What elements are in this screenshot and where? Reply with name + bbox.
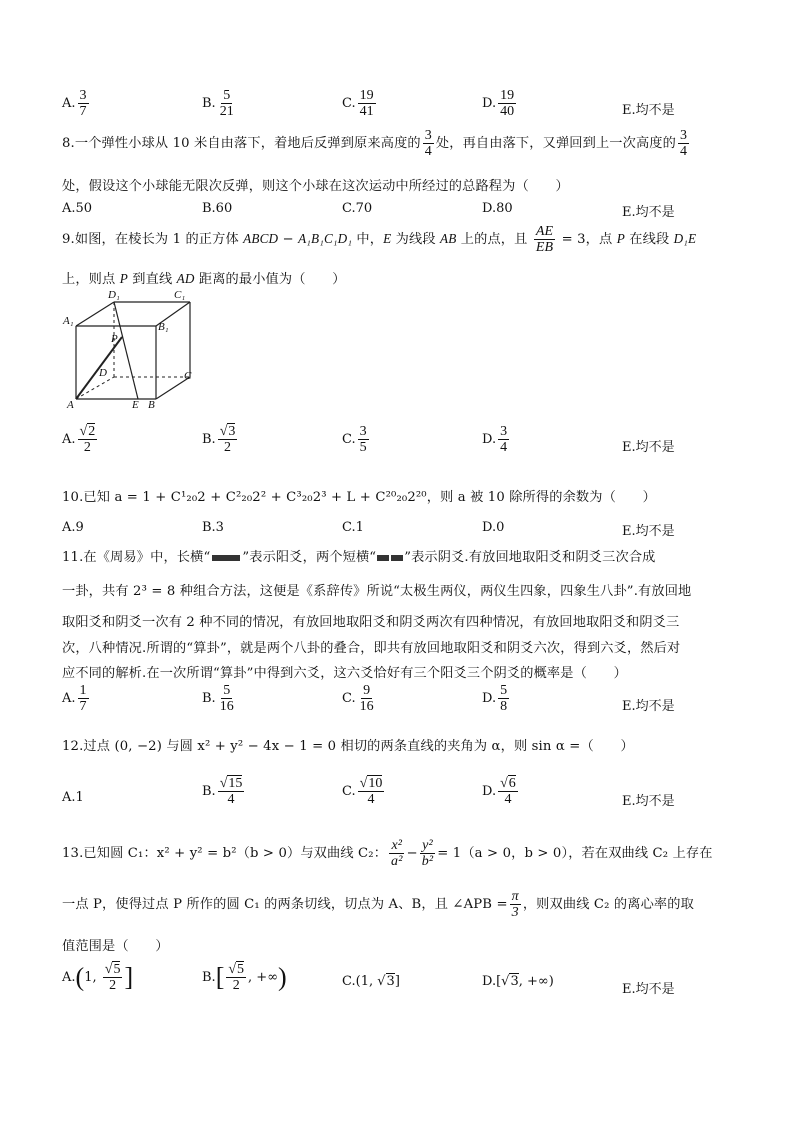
q9-option-a — [62, 424, 99, 455]
numerator: 3 — [500, 424, 508, 439]
option-label: B. — [202, 691, 216, 706]
stem-text: ，点 — [585, 232, 617, 247]
denominator: 2 — [224, 440, 232, 455]
fraction — [498, 88, 516, 119]
label-e: E — [132, 399, 139, 411]
q10-option-a: A.9 — [62, 520, 84, 535]
cube-figure — [62, 287, 202, 412]
math: AB — [440, 231, 457, 246]
q8-option-a: A.50 — [62, 201, 93, 216]
close-bracket: ] — [124, 962, 134, 992]
stem-text: ，则双曲线 C₂ 的离心率的取 — [522, 897, 694, 912]
q8-stem-line2: 处，假设这个小球能无限次反弹，则这个小球在这次运动中所经过的总路程为（ ） — [62, 179, 569, 194]
label-b: B — [148, 399, 155, 411]
q7-option-d — [482, 88, 518, 119]
label-b1: B₁ — [158, 321, 169, 333]
option-label: B. — [202, 96, 216, 111]
q12-option-d — [482, 776, 520, 807]
q9-option-d — [482, 424, 511, 455]
option-label: C. — [342, 432, 356, 447]
stem-text: 为线段 — [391, 232, 441, 247]
q9-option-e: E.均不是 — [622, 440, 675, 455]
label-c: C — [184, 370, 192, 382]
math: A₁B₁C₁D₁ — [298, 231, 353, 246]
option-label: B. — [202, 970, 216, 985]
open-bracket: [ — [215, 962, 225, 992]
numerator: √10 — [359, 776, 383, 791]
numerator: √6 — [500, 776, 516, 791]
stem-text: 13.已知圆 C₁：x² + y² = b²（b > 0）与双曲线 C₂： — [62, 846, 388, 861]
q13-option-e: E.均不是 — [622, 982, 675, 997]
fraction — [218, 424, 238, 455]
math: − — [406, 846, 418, 861]
q12-option-c — [342, 776, 386, 807]
fraction — [358, 683, 376, 714]
math: P — [616, 231, 625, 246]
numerator: AE — [535, 224, 554, 239]
stem-text: = 1（a > 0，b > 0），若在双曲线 C₂ 上存在 — [437, 846, 713, 861]
q13-option-b — [202, 962, 287, 993]
fraction — [78, 424, 98, 455]
label-p: P — [111, 333, 118, 345]
math: 1, — [360, 974, 378, 989]
q11-option-c — [342, 683, 378, 714]
numerator: √15 — [219, 776, 243, 791]
stem-text: 9.如图，在棱长为 1 的正方体 — [62, 232, 244, 247]
edge-a1d1 — [76, 302, 114, 326]
fraction — [389, 838, 405, 869]
q13-stem-line3: 值范围是（ ） — [62, 939, 169, 954]
q9-stem-line1 — [62, 224, 696, 255]
denominator: 2 — [83, 440, 91, 455]
q11-stem-line5: 应不同的解析.在一次所谓“算卦”中得到六爻，这六爻恰好有三个阳爻三个阴爻的概率是（ ） — [62, 666, 627, 681]
numerator: √5 — [104, 962, 121, 977]
stem-text: ”表示阴爻.有放回地取阳爻和阴爻三次合成 — [404, 550, 656, 565]
denominator: 7 — [79, 699, 87, 714]
denominator: 2 — [109, 978, 117, 993]
q10-stem: 10.已知 a = 1 + C¹₂₀2 + C²₂₀2² + C³₂₀2³ + L + C²⁰₂₀2²⁰，则 a 被 10 除所得的余数为（ ） — [62, 490, 656, 505]
q13-option-a — [62, 962, 133, 993]
numerator: 3 — [359, 424, 367, 439]
numerator: 5 — [223, 683, 231, 698]
fraction — [78, 683, 89, 714]
fraction — [423, 128, 434, 159]
math: E — [383, 231, 392, 246]
option-label: E.均不是 — [622, 103, 675, 118]
q11-option-b — [202, 683, 238, 714]
close-bracket: ] — [394, 974, 400, 989]
q12-option-e: E.均不是 — [622, 794, 675, 809]
numerator: √5 — [228, 962, 245, 977]
denominator: a² — [391, 854, 403, 869]
fraction — [218, 683, 236, 714]
numerator: x² — [391, 838, 403, 853]
q13-stem-line1 — [62, 838, 713, 869]
q11-stem-line4: 次，八种情况.所谓的“算卦”，就是两个八卦的叠合，即共有放回地取阳爻和阴爻六次，得到六爻，然后对 — [62, 641, 681, 656]
math: D₁E — [673, 231, 697, 246]
radicand: 15 — [228, 776, 243, 791]
q10-option-b: B.3 — [202, 520, 224, 535]
stem-text: 11.在《周易》中，长横“ — [62, 550, 211, 565]
radicand: 5 — [113, 962, 121, 977]
q11-stem-line1 — [62, 546, 656, 565]
option-label: B. — [202, 432, 216, 447]
stem-text: ”表示阳爻，两个短横“ — [242, 550, 377, 565]
option-label: A. — [62, 970, 76, 985]
denominator: 2 — [232, 978, 240, 993]
option-label: D. — [482, 96, 497, 111]
q9-stem-line2 — [62, 268, 346, 287]
numerator: 19 — [500, 88, 515, 103]
radicand: 3 — [510, 974, 519, 989]
yin-yao-symbol-left — [377, 555, 389, 561]
numerator: π — [511, 889, 519, 904]
fraction — [358, 424, 369, 455]
denominator: 4 — [424, 144, 432, 159]
radicand: 6 — [508, 776, 516, 791]
option-label: A. — [62, 691, 76, 706]
fraction — [78, 88, 89, 119]
label-d: D — [99, 367, 107, 379]
fraction — [218, 88, 236, 119]
math: = 3 — [557, 232, 586, 247]
q12-option-a: A.1 — [62, 790, 84, 805]
option-label: C. — [342, 691, 356, 706]
fraction — [510, 889, 521, 920]
stem-text: 到直线 — [127, 272, 177, 287]
stem-text: 中， — [352, 232, 384, 247]
open-bracket: [ — [496, 974, 502, 989]
q10-option-e: E.均不是 — [622, 524, 675, 539]
math: P — [119, 271, 128, 286]
numerator: y² — [422, 838, 433, 853]
q7-option-a — [62, 88, 91, 119]
denominator: 5 — [359, 440, 367, 455]
fraction — [498, 683, 509, 714]
fraction — [678, 128, 689, 159]
stem-text: 上，则点 — [62, 272, 120, 287]
option-label: D. — [482, 432, 497, 447]
fraction — [103, 962, 123, 993]
open-bracket: ( — [355, 974, 361, 989]
q12-stem: 12.过点 (0, −2) 与圆 x² + y² − 4x − 1 = 0 相切的两条直线的夹角为 α，则 sin α =（ ） — [62, 739, 634, 754]
fraction — [534, 224, 555, 255]
denominator: 41 — [359, 104, 374, 119]
fraction — [218, 776, 245, 807]
q11-stem-line3: 取阳爻和阴爻一次有 2 种不同的情况，有放回地取阳爻和阴爻两次有四种情况，有放回地取阳爻和阴爻三 — [62, 615, 680, 630]
fraction — [420, 838, 436, 869]
denominator: 3 — [511, 905, 519, 920]
radicand: 3 — [386, 974, 395, 989]
yin-yao-symbol-right — [391, 555, 403, 561]
stem-text: 8.一个弹性小球从 10 米自由落下，着地后反弹到原来高度的 — [62, 136, 421, 151]
option-label: D. — [482, 974, 497, 989]
radicand: 3 — [228, 424, 236, 439]
math: ABCD — [243, 231, 279, 246]
q9-option-c — [342, 424, 371, 455]
denominator: 4 — [367, 792, 375, 807]
fraction — [226, 962, 246, 993]
close-bracket: ) — [278, 962, 287, 992]
denominator: 4 — [679, 144, 688, 159]
q11-option-a — [62, 683, 91, 714]
denominator: 40 — [500, 104, 515, 119]
math: , +∞ — [248, 970, 279, 985]
denominator: b² — [421, 854, 434, 869]
numerator: 3 — [424, 128, 432, 143]
q10-option-c: C.1 — [342, 520, 364, 535]
q8-option-b: B.60 — [202, 201, 233, 216]
segment-d1e — [114, 302, 138, 399]
denominator: 7 — [79, 104, 87, 119]
fraction — [498, 776, 518, 807]
numerator: 5 — [223, 88, 231, 103]
label-a1: A₁ — [63, 315, 74, 327]
q10-option-d: D.0 — [482, 520, 505, 535]
numerator: √2 — [79, 424, 96, 439]
stem-text: 一点 P，使得过点 P 所作的圆 C₁ 的两条切线，切点为 A、B，且 ∠APB = — [62, 897, 508, 912]
q11-option-d — [482, 683, 511, 714]
option-label: D. — [482, 784, 497, 799]
stem-text: 处，再自由落下，又弹回到上一次高度的 — [435, 136, 676, 151]
q13-stem-line2 — [62, 889, 694, 920]
close-bracket: ) — [548, 974, 554, 989]
math: , +∞ — [518, 974, 549, 989]
math: AD — [176, 271, 195, 286]
stem-text: 在线段 — [624, 232, 674, 247]
math: − — [278, 232, 299, 247]
option-label: B. — [202, 784, 216, 799]
denominator: 21 — [219, 104, 234, 119]
stem-text: 距离的最小值为（ ） — [194, 272, 346, 287]
math: 1, — [84, 970, 101, 985]
option-label: C. — [342, 974, 356, 989]
label-d1: D₁ — [108, 289, 120, 301]
option-label: A. — [62, 432, 76, 447]
open-bracket: ( — [75, 962, 85, 992]
yang-yao-symbol — [212, 555, 240, 561]
q7-option-b — [202, 88, 238, 119]
radicand: 5 — [237, 962, 245, 977]
denominator: 16 — [219, 699, 234, 714]
hidden-edge-ad — [76, 377, 114, 399]
q12-option-b — [202, 776, 246, 807]
numerator: 19 — [359, 88, 374, 103]
numerator: 5 — [500, 683, 508, 698]
label-a: A — [67, 399, 74, 411]
denominator: 16 — [359, 699, 374, 714]
q8-option-d: D.80 — [482, 201, 513, 216]
q9-option-b — [202, 424, 239, 455]
denominator: 8 — [500, 699, 508, 714]
denominator: EB — [535, 240, 554, 255]
q7-option-c — [342, 88, 378, 119]
label-c1: C₁ — [174, 289, 186, 301]
option-label: C. — [342, 784, 356, 799]
denominator: 4 — [504, 792, 512, 807]
fraction — [358, 776, 385, 807]
q8-option-c: C.70 — [342, 201, 373, 216]
option-label: C. — [342, 96, 356, 111]
fraction — [358, 88, 376, 119]
numerator: 3 — [679, 128, 688, 143]
q13-option-d: D.[√3, +∞) — [482, 974, 554, 989]
stem-text: 上的点，且 — [456, 232, 532, 247]
q7-option-e — [622, 99, 675, 118]
denominator: 4 — [227, 792, 235, 807]
q8-option-e: E.均不是 — [622, 205, 675, 220]
q13-option-c: C.(1, √3] — [342, 974, 400, 989]
radicand: 2 — [88, 424, 96, 439]
radicand: 10 — [368, 776, 383, 791]
numerator: 3 — [79, 88, 87, 103]
denominator: 4 — [500, 440, 508, 455]
fraction — [498, 424, 509, 455]
numerator: 1 — [79, 683, 87, 698]
numerator: √3 — [219, 424, 236, 439]
option-label: A. — [62, 96, 76, 111]
option-label: D. — [482, 691, 497, 706]
q11-stem-line2: 一卦，共有 2³ = 8 种组合方法，这便是《系辞传》所说“太极生两仪，两仪生四象，四象生八卦”.有放回地 — [62, 584, 692, 599]
numerator: 9 — [363, 683, 371, 698]
q11-option-e: E.均不是 — [622, 699, 675, 714]
q8-stem-line1 — [62, 128, 691, 159]
